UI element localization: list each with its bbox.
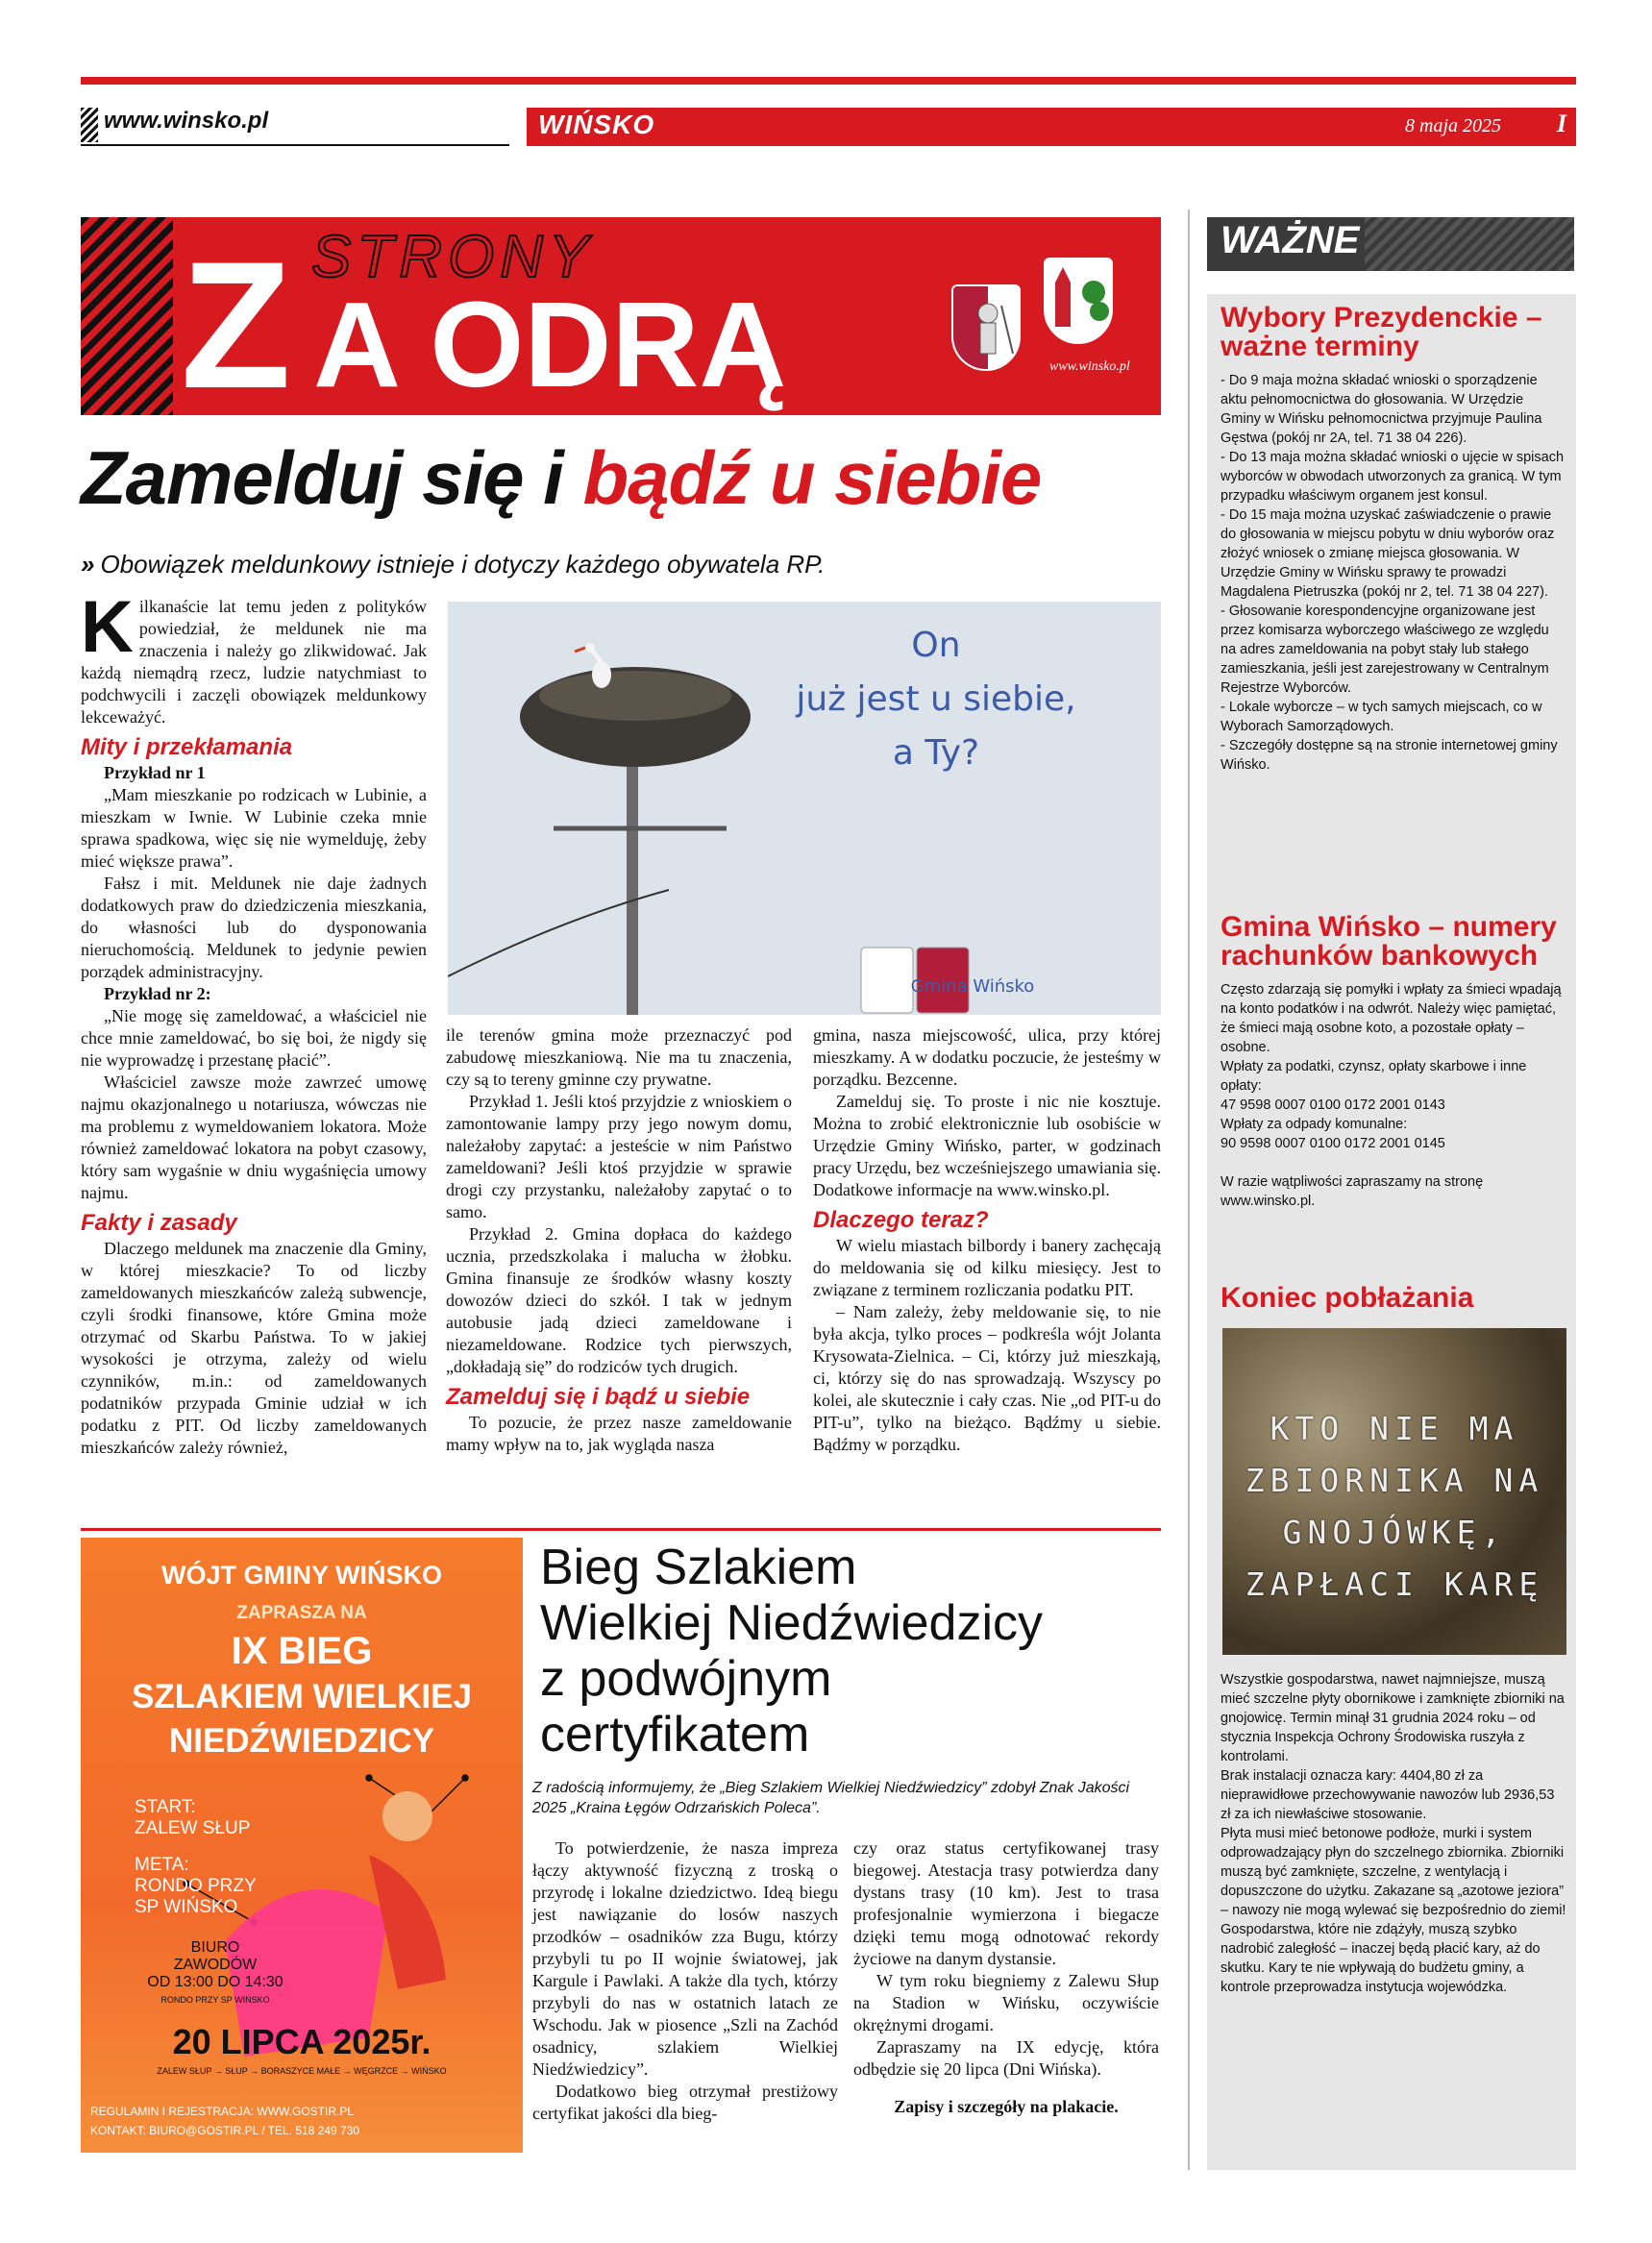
bieg-headline-line: z podwójnym — [540, 1651, 832, 1707]
poster-office — [119, 1939, 311, 2009]
bank-account-waste: 90 9598 0007 0100 0172 2001 0145 — [1221, 1136, 1445, 1151]
paragraph: To potwierdzenie, że nasza impreza łączy aktywność fizyczną z troską o przyrodę i lokalne dziedzictwo. Ideą biegu jest nawiązanie do losów naszych przodków – osadników zza Bugu, którzy przybyli tu po II wojnie światowej, jak Kargule i Pawlaki. A także dla tych, którzy przybyli do nas w ostatnich latach ze Wschodu. Jak w piosence „Szli na Zachód osadnicy, szlakiem Wielkiej Niedźwiedzicy”. — [532, 1838, 838, 2079]
elections-item: - Głosowanie korespondencyjne organizowane jest przez komisarza wyborczego właściwego ze względu na adres zameldowania na pobyt stały lub stałego zamieszkania, jeśli jest zarejestrowany w Centralnym Rejestrze Wyborców. — [1221, 604, 1549, 696]
bieg-lead: Z radością informujemy, że „Bieg Szlakiem Wielkiej Niedźwiedzicy” zdobył Znak Jakości 2025 „Kraina Łęgów Odrzańskich Poleca”. — [532, 1780, 1130, 1816]
bank-accounts-title: Gmina Wińsko – numery rachunków bankowych — [1221, 911, 1557, 972]
top-rule — [81, 77, 1576, 85]
elections-item: - Do 13 maja można składać wnioski o ujęcie w spisach wyborców w obwodach utworzonych za granicą. W tym przypadku właściwym organem jest konsul. — [1221, 450, 1565, 504]
bank-more-info: W razie wątpliwości zapraszamy na stronę www.winsko.pl. — [1221, 1174, 1484, 1209]
example-2-label: Przykład nr 2: — [104, 984, 211, 1003]
manure-box — [1221, 1670, 1566, 1997]
issue-date: 8 maja 2025 — [1405, 115, 1501, 136]
paragraph: Zamelduj się. To proste i nic nie kosztuje. Można to zrobić elektronicznie lub osobiście w Urzędzie Gminy Wińsko, parter, w godzinach pracy Urzędu, bez wcześniejszego umawiania się. Dodatkowe informacje na www.winsko.pl. — [813, 1092, 1161, 1199]
poster-route: ZALEW SŁUP → SŁUP → BORASZYCE MAŁE → WĘGRZCE → WIŃSKO — [157, 2066, 447, 2076]
office-line: RONDO PRZY SP WIŃSKO — [160, 1995, 270, 2005]
masthead-hatch — [81, 108, 98, 142]
bank-label-taxes: Wpłaty za podatki, czynsz, opłaty skarbowe i inne opłaty: — [1221, 1059, 1527, 1094]
banner-odra: A ODRĄ — [313, 277, 787, 412]
poster-registration[interactable]: REGULAMIN I REJESTRACJA: WWW.GOSTIR.PL — [90, 2105, 355, 2118]
article-column-3 — [813, 1024, 1161, 1456]
paragraph: To pozucie, że przez nasze zameldowanie mamy wpływ na to, jak wygląda nasza — [446, 1413, 792, 1454]
bieg-headline-line: Bieg Szlakiem — [540, 1540, 857, 1595]
manure-paragraph: Płyta musi mieć betonowe podłoże, murki i system odprowadzający płyn do szczelnego zbiornika. Zbiorniki muszą być zamknięte, szczelne, z wentylacją i dopuszczone do użytku. Zakazane są „azotowe jeziora” – nawozy nie mogą wylewać się bezpośrednio do ziemi! — [1221, 1826, 1566, 1918]
paragraph: Dodatkowo bieg otrzymał prestiżowy certyfikat jakości dla bieg- — [532, 2082, 838, 2123]
photo-slogan-line: On — [911, 626, 961, 665]
manure-paragraph: Gospodarstwa, które nie zdążyły, muszą szybko nadrobić zaległość – inaczej będą płacić kary, aż do skutku. Kary te nie wpływają do budżetu gminy, a kontrole przeprowadza instytucja wojewódzka. — [1221, 1922, 1541, 1995]
article-column-1 — [81, 586, 427, 1459]
manure-photo-text: KTO NIE MA ZBIORNIKA NA GNOJÓWKĘ, ZAPŁACI KARĘ — [1245, 1410, 1544, 1603]
paragraph: Fałsz i mit. Meldunek nie daje żadnych dodatkowych praw do dziedziczenia mieszkania, do własności lub do dysponowania nieruchomością. Meldunek to jedynie pewien porządek administracyjny. — [81, 874, 427, 981]
subheading-register: Zamelduj się i bądź u siebie — [446, 1384, 751, 1410]
paragraph: W tym roku biegniemy z Zalewu Słup na Stadion w Wińsku, oczywiście okrężnymi drogami. — [853, 1971, 1159, 2034]
masthead-underline — [81, 144, 509, 146]
paragraph: W wielu miastach bilbordy i banery zachęcają do meldowania się od kilku miesięcy. Jest to związane z terminem rozliczania podatku PIT. — [813, 1236, 1161, 1299]
paragraph: Zapraszamy na IX edycję, która odbędzie się 20 lipca (Dni Wińska). — [853, 2037, 1159, 2079]
banner-z: Z — [181, 224, 291, 426]
bieg-headline-line: certyfikatem — [540, 1707, 810, 1762]
poster-line: NIEDŹWIEDZICY — [168, 1722, 435, 1760]
photo-slogan — [792, 619, 1080, 780]
bank-accounts-box — [1221, 913, 1566, 1211]
photo-slogan-line: a Ty? — [892, 733, 980, 773]
bank-note: Często zdarzają się pomyłki i wpłaty za śmieci wpadają na konto podatków i na odwrót. Należy więc pamiętać, że śmieci mają osobne koto, a pozostałe opłaty – osobne. — [1221, 982, 1562, 1055]
bieg-headline-line: Wielkiej Niedźwiedzicy — [540, 1595, 1044, 1651]
paragraph: ile terenów gmina może przeznaczyć pod zabudowę mieszkaniową. Nie ma tu znaczenia, czy są to tereny gminne czy prywatne. — [446, 1025, 792, 1089]
bieg-headline — [540, 1540, 1043, 1762]
manure-paragraph: Brak instalacji oznacza kary: 4404,80 zł za nieprawidłowe przechowywanie nawozów lub 2936,53 zł za ich niewłaściwe stosowanie. — [1221, 1768, 1555, 1822]
article-lead — [81, 550, 825, 579]
bieg-column-1 — [532, 1837, 838, 2125]
paragraph: Właściciel zawsze może zawrzeć umowę najmu okazjonalnego u notariusza, wówczas nie ma problemu z wymeldowaniem lokatora. Może również zameldować lokatora na pobyt czasowy, który sam wygaśnie w dniu wygaśnięcia umowy najmu. — [81, 1072, 427, 1202]
banner-url[interactable]: www.winsko.pl — [1049, 359, 1130, 374]
bieg-column-2 — [853, 1837, 1159, 2118]
elections-list — [1221, 371, 1566, 775]
start-value: ZALEW SŁUP — [135, 1818, 251, 1838]
photo-slogan-line: już jest u siebie, — [796, 679, 1076, 719]
meta-value: RONDO PRZY — [135, 1876, 257, 1896]
banner-strony: STRONY — [311, 224, 595, 290]
elections-title: Wybory Prezydenckie – ważne terminy — [1221, 302, 1542, 362]
elections-item: - Szczegóły dostępne są na stronie internetowej gminy Wińsko. — [1221, 738, 1558, 773]
poster-start — [135, 1797, 250, 1839]
office-line: ZAWODÓW — [173, 1957, 258, 1973]
meta-value: SP WIŃSKO — [135, 1897, 238, 1917]
poster-contact[interactable]: KONTAKT: BIURO@GOSTIR.PL / TEL. 518 249 730 — [90, 2124, 360, 2137]
poster-line: SZLAKIEM WIELKIEJ — [132, 1678, 472, 1715]
poster-line: IX BIEG — [231, 1630, 373, 1672]
elections-box — [1221, 304, 1566, 775]
poster-line: WÓJT GMINY WIŃSKO — [160, 1561, 442, 1590]
manure-paragraph: Wszystkie gospodarstwa, nawet najmniejsze, muszą mieć szczelne płyty obornikowe i zamknięte zbiorniki na gnojowicę. Termin minął 31 grudnia 2024 roku – od stycznia Inspekcja Ochrony Środowiska ruszyła z kontrolami. — [1221, 1672, 1565, 1764]
sidebar-rule — [1188, 210, 1190, 2170]
elections-item: - Do 15 maja można uzyskać zaświadczenie o prawie do głosowania w miejscu pobytu w dniu wyborów oraz złożyć wniosek o zmianę miejsca głosowania. W Urzędzie Gminy w Wińsku sprawy te prowadzi Magdalena Pietruszka (pokój nr 2, tel. 71 38 04 227). — [1221, 507, 1555, 600]
paragraph: – Nam zależy, żeby meldowanie się, to nie była akcja, tylko proces – podkreśla wójt Jolanta Krysowata-Zielnica. – Ci, którzy już mieszkają, ci, którzy się do nas sprowadzają. Wszyscy po kolei, ale skutecznie i cały czas. Nie „od PIT-u do PIT-u”, tylko na bieżąco. Bądźmy u siebie. Bądźmy w porządku. — [813, 1302, 1161, 1454]
section-name: WIŃSKO — [538, 110, 655, 139]
headline-black: Zamelduj się i — [81, 435, 583, 520]
banner-hatch — [81, 217, 173, 415]
bank-accounts-text — [1221, 980, 1566, 1211]
manure-title: Koniec pobłażania — [1221, 1282, 1474, 1314]
poster-date: 20 LIPCA 2025r. — [172, 2022, 431, 2061]
knight-crest-icon — [951, 284, 1021, 371]
paragraph: gmina, nasza miejscowość, ulica, przy której mieszkamy. A w dodatku poczucie, że jesteśmy w porządku. Bezcenne. — [813, 1025, 1161, 1089]
stork-nest-photo — [448, 602, 1161, 1015]
paragraph: czy oraz status certyfikowanej trasy biegowej. Atestacja trasy potwierdza dany dystans trasy (10 km). Jest to trasa profesjonalnie wymierzona i biegacze dzięki temu mogą odnotować rekordy życiowe na danym dystansie. — [853, 1838, 1159, 1968]
subheading-facts: Fakty i zasady — [81, 1210, 237, 1236]
tower-crest-icon — [1044, 258, 1113, 344]
subheading-why-now: Dlaczego teraz? — [813, 1207, 989, 1233]
example-1-label: Przykład nr 1 — [104, 763, 206, 782]
lead-arrow-icon: » — [81, 550, 95, 579]
bieg-signup: Zapisy i szczegóły na plakacie. — [894, 2097, 1119, 2116]
page-number: I — [1557, 110, 1567, 137]
subheading-myths: Mity i przekłamania — [81, 734, 293, 760]
intro-text: ilkanaście lat temu jeden z polityków powiedział, że meldunek nie ma znaczenia i należy go zlikwidować. Jak każdą niemądrą rzecz, ludzie natychmiast to podchwycili i zaczęli obowiązek meldunkowy lekceważyć. — [81, 597, 427, 727]
manure-text — [1221, 1670, 1566, 1997]
lead-text: Obowiązek meldunkowy istnieje i dotyczy każdego obywatela RP. — [100, 550, 826, 579]
paragraph: Przykład 1. Jeśli ktoś przyjdzie z wnioskiem o zamontowanie lampy przy jego nowym domu, należałoby zapytać: a jesteście w nim Państwo zameldowani? Jeśli ktoś przyjdzie w sprawie drogi czy przystanku, należałoby zapytać o to samo. — [446, 1092, 792, 1221]
drop-cap: K — [81, 586, 134, 668]
article-headline — [81, 434, 1041, 522]
example-1-text: „Mam mieszkanie po rodzicach w Lubinie, a mieszkam w Iwnie. W Lubinie czeka mnie sprawa spadkowa, więc się nie wymelduję, żeby mieć większe prawa”. — [81, 785, 427, 871]
elections-item: - Lokale wyborcze – w tych samych miejscach, co w Wyborach Samorządowych. — [1221, 700, 1542, 734]
example-2-text: „Nie mogę się zameldować, a właściciel nie chce mnie zameldować, bo się boi, że nigdy się nie wyprowadzę i przestanę płacić”. — [81, 1006, 427, 1070]
meta-label: META: — [135, 1855, 189, 1875]
bank-label-waste: Wpłaty za odpady komunalne: — [1221, 1117, 1408, 1132]
start-label: START: — [135, 1797, 196, 1817]
poster-line: ZAPRASZA NA — [236, 1603, 367, 1623]
intro-paragraph — [81, 586, 427, 728]
sidebar-title: WAŻNE — [1221, 219, 1360, 261]
article-column-2 — [446, 1024, 792, 1456]
office-line: OD 13:00 DO 14:30 — [147, 1974, 284, 1990]
manure-photo — [1222, 1328, 1566, 1655]
race-poster — [81, 1538, 523, 2153]
elections-item: - Do 9 maja można składać wnioski o sporządzenie aktu pełnomocnictwa do głosowania. W Urzędzie Gminy w Wińsku pełnomocnictwa przyjmuje Paulina Gęstwa (pokój nr 2A, tel. 71 38 04 226). — [1221, 373, 1542, 446]
office-line: BIURO — [190, 1939, 240, 1956]
site-url[interactable]: www.winsko.pl — [104, 108, 269, 134]
photo-caption: Gmina Wińsko — [910, 976, 1035, 997]
manure-box-title-wrap — [1221, 1284, 1566, 1313]
paragraph: Dlaczego meldunek ma znaczenie dla Gminy, w której mieszkacie? To od liczby zameldowanych mieszkańców zależą subwencje, czyli środki finansowe, które Gmina może otrzymać od Skarbu Państwa. To w jakiej wysokości je otrzyma, zależy od wielu czynników, m.in.: od zameldowanych podatników przypada Gminie udział w ich podatku z PIT. Od liczby zameldowanych mieszkańców zależy również, — [81, 1239, 427, 1457]
bank-account-taxes: 47 9598 0007 0100 0172 2001 0143 — [1221, 1097, 1445, 1113]
section-divider — [81, 1528, 1161, 1531]
headline-red: bądź u siebie — [582, 435, 1042, 520]
poster-meta — [135, 1855, 257, 1918]
paragraph: Przykład 2. Gmina dopłaca do każdego ucznia, przedszkolaka i malucha w żłobku. Gmina finansuje ze środków własny koszty dowozów dzieci do szkół. I tak w jednym autobusie jadą dzieci zameldowane i niezameldowane. Rodzice tych pierwszych, „dokładają się” do rodziców tych drugich. — [446, 1224, 792, 1376]
sidebar-header-hatch — [1365, 217, 1574, 271]
